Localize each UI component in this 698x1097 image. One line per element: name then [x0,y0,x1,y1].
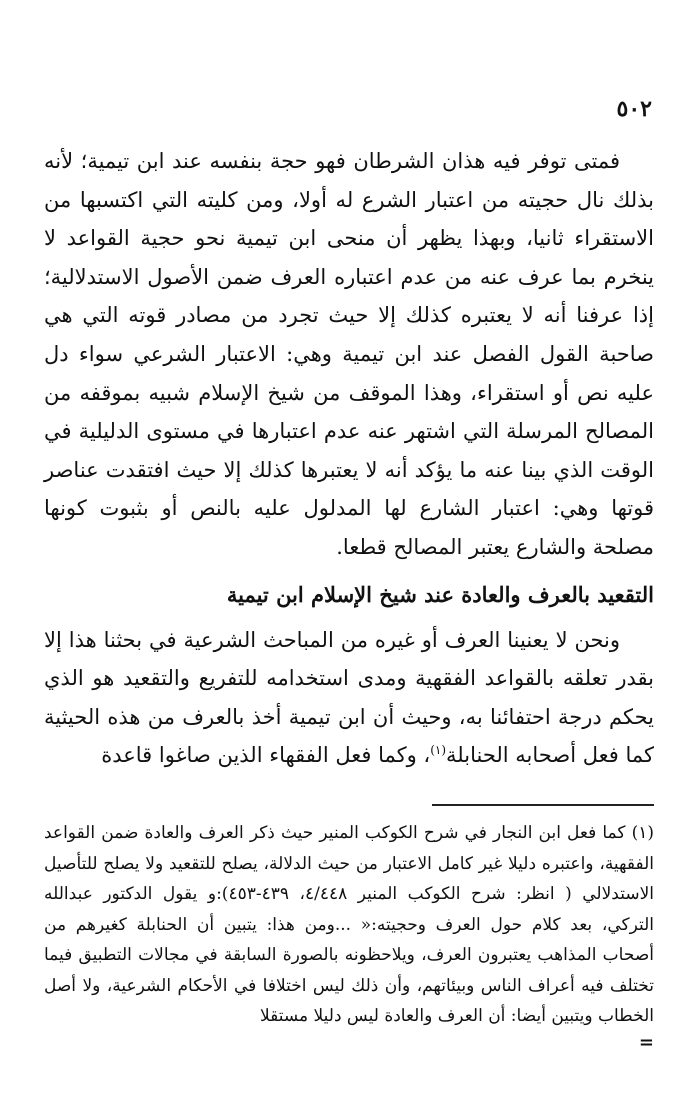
footnote: (١) كما فعل ابن النجار في شرح الكوكب المنير حيث ذكر العرف والعادة ضمن القواعد الفقهية، واعتبره دليلا غير كامل الاعتبار من حيث الدلالة، يصلح للتقعيد ولا يصلح للتأصيل الاستدلالي ( انظر: شرح الكوكب المنير ٤/٤٤٨، ٤٣٩-٤٥٣):و يقول الدكتور عبدالله التركي، بعد كلام حول العرف وحجيته:« ...ومن هذا: يتبين أن الحنابلة كغيرهم من أصحاب المذاهب يعتبرون العرف، ويلاحظونه بالصورة السابقة في مجالات التطبيق فيما تختلف فيه أعراف الناس وبيئاتهم، وأن ذلك ليس اختلافا في الأحكام الشرعية، ولا أصل الخطاب ويتبين أيضا: أن العرف والعادة ليس دليلا مستقلا [44,823,655,1026]
paragraph-text: ونحن لا يعنينا العرف أو غيره من المباحث الشرعية في بحثنا هذا إلا بقدر تعلقه بالقواعد الفقهية ومدى استخدامه للتفريع والتقعيد هو الذي يحكم درجة احتفائنا به، وحيث أن ابن تيمية أخذ بالعرف من هذه الحيثية كما فعل أصحابه الحنابلة [44,627,654,768]
continuation-mark: = [638,1031,654,1053]
paragraph-text: ، وكما فعل الفقهاء الذين صاغوا قاعدة [101,743,431,768]
paragraph: فمتى توفر فيه هذان الشرطان فهو حجة بنفسه عند ابن تيمية؛ لأنه بذلك نال حجيته من اعتبار الشرع له أولا، ومن كليته التي اكتسبها من الاستقراء ثانيا، وبهذا يظهر أن منحى ابن تيمية نحو حجية القواعد لا ينخرم بما عرف عنه من عدم اعتباره العرف ضمن الأصول الاستدلالية؛ إذا عرفنا أنه لا يعتبره كذلك إلا حيث تجرد من مصادر قوته التي هي صاحبة القول الفصل عند ابن تيمية وهي: الاعتبار الشرعي سواء دل عليه نص أو استقراء، وهذا الموقف من شيخ الإسلام شبيه بموقفه من المصالح المرسلة التي اشتهر عنه عدم اعتبارها في مستوى الدليلية في الوقت الذي بينا عنه ما يؤكد أنه لا يعتبرها كذلك إلا حيث افتقدت عناصر قوتها وهي: اعتبار الشارع لها المدلول عليه بالنص أو بثبوت كونها مصلحة والشارع يعتبر المصالح قطعا. [44,149,654,559]
page-number: ٥٠٢ [616,96,652,122]
paragraph [44,621,654,775]
footnote-reference[interactable]: (١) [430,743,447,758]
main-text [44,142,654,775]
footnotes [44,818,654,1054]
section-heading: التقعيد بالعرف والعادة عند شيخ الإسلام ابن تيمية [226,581,654,607]
footnote-divider [432,804,654,806]
